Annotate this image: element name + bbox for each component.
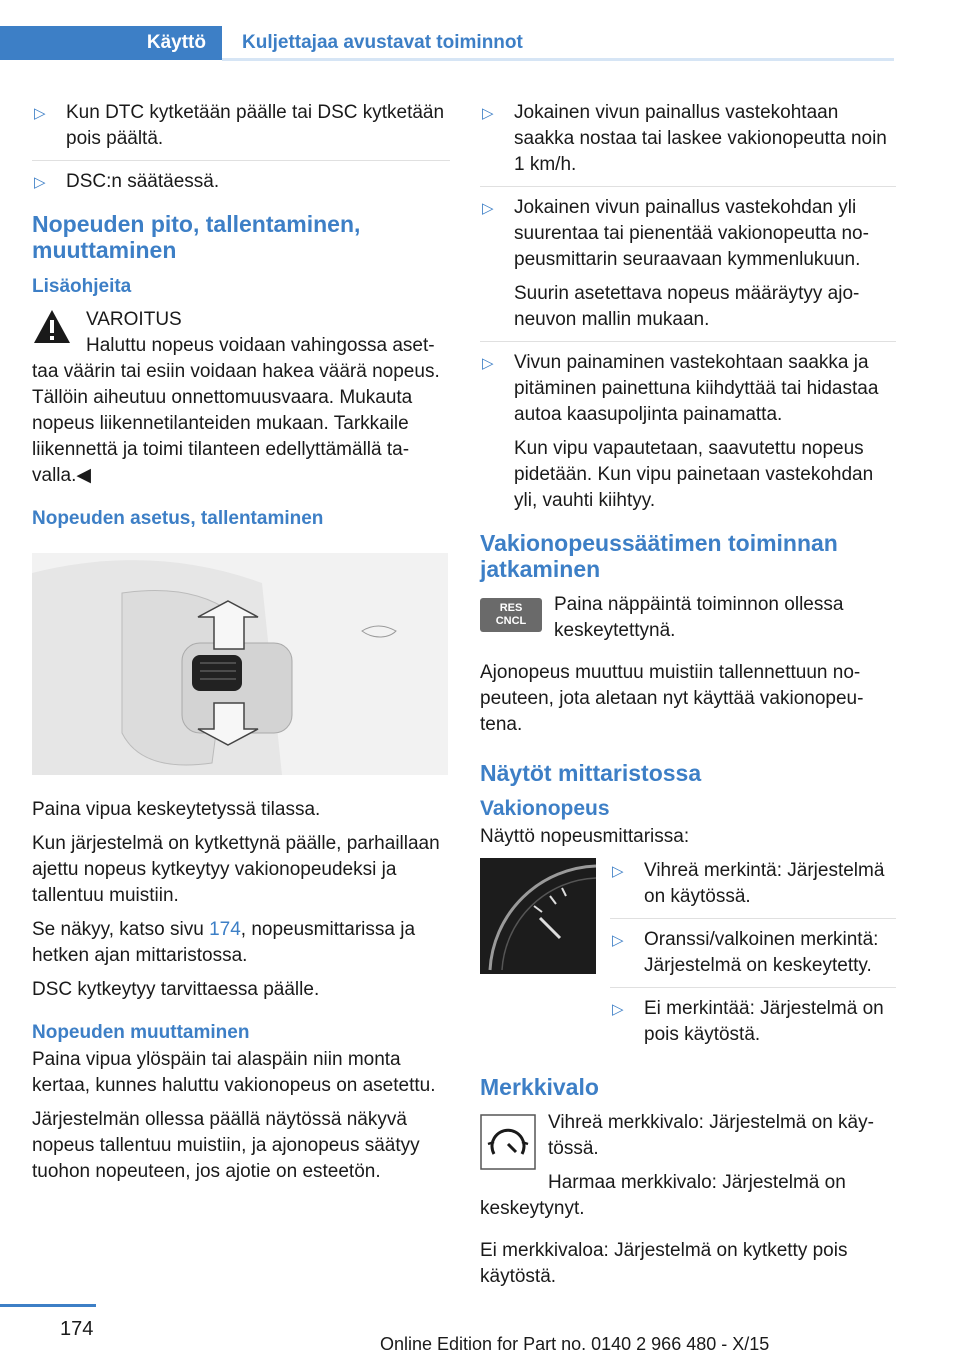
heading-jatkaminen: Vakionopeussäätimen toiminnan jatkaminen [480, 530, 838, 582]
list-item: ▷ Vihreä merkintä: Järjestelmä on käytössä. [612, 860, 885, 907]
header-chapter-title [222, 26, 894, 60]
list-item: ▷ Vivun painaminen vastekohtaan saakka ja pitäminen painettuna kiihdyttää tai hidastaa autoa kaasupoljinta painamatta. Kun vipu vapautetaan, saavutettu nopeus pidetään. Kun vipu painetaan vastekohdan yli, vauhti kiihtyy. [482, 352, 879, 511]
divider [32, 160, 450, 161]
page-ref-link[interactable]: 174 [209, 919, 241, 940]
list-item: ▷ Oranssi/valkoinen merkintä: Järjestelmä on keskeytetty. [612, 929, 879, 976]
divider [480, 341, 896, 342]
bullet-triangle-icon: ▷ [612, 932, 624, 949]
bullet-triangle-icon: ▷ [34, 105, 46, 122]
heading-naytot: Näytöt mittaristossa [480, 760, 702, 786]
footer-divider [0, 1304, 96, 1307]
list-item: ▷ Ei merkintää: Järjestelmä on pois käytöstä. [612, 998, 884, 1045]
heading-vakionopeus: Vakionopeus [480, 797, 610, 820]
heading-muuttaminen: Nopeuden muuttaminen [32, 1022, 250, 1043]
heading-merkkivalo: Merkkivalo [480, 1074, 599, 1100]
chapter-label: Kuljettajaa avustavat toiminnot [242, 32, 523, 53]
indicator-row: Vihreä merkkivalo: Järjestelmä on käytössä. Harmaa merkkivalo: Järjestelmä on keskeytynyt. [480, 1112, 874, 1219]
bullet-triangle-icon: ▷ [482, 105, 494, 122]
edition-text: Online Edition for Part no. 0140 2 966 480 - X/15 [380, 1334, 770, 1354]
bullet-triangle-icon: ▷ [482, 200, 494, 217]
res-cncl-button-icon: RES CNCL [480, 598, 542, 632]
paragraph: Järjestelmän ollessa päällä näytössä näkyvä nopeus tallentuu muistiin, ja ajonopeus säätyy tuohon nopeuteen, jos ajotie on esteetön. [32, 1109, 420, 1182]
res-cncl-row: RES CNCL Paina näppäintä toiminnon ollessa keskeytettynä. [480, 592, 896, 652]
bullet-triangle-icon: ▷ [612, 1001, 624, 1018]
divider [610, 987, 896, 988]
bullet-triangle-icon: ▷ [34, 174, 46, 191]
warning-title: VAROITUS [86, 309, 182, 330]
paragraph: Paina vipua keskeytetyssä tilassa. [32, 799, 321, 820]
list-item: ▷ DSC:n säätäessä. [32, 169, 450, 195]
left-column [32, 100, 450, 1193]
warning-block [32, 307, 450, 489]
warning-text: Haluttu nopeus voidaan vahingossa asettaa väärin tai esiin voidaan hakea väärä nopeus. Tällöin aiheutuu onnettomuusvaara. Mukauta nopeus liikennetilanteiden mukaan. Tarkkaile liikennettä ja toimi tilanteen edellyttämällä tavalla.◀ [32, 335, 440, 486]
divider [610, 918, 896, 919]
warning-triangle-icon [32, 307, 72, 347]
header-section-tab [0, 26, 222, 60]
list-item: ▷ Kun DTC kytketään päälle tai DSC kytketään pois päältä. [34, 102, 445, 149]
heading-lisaohjeita: Lisäohjeita [32, 276, 132, 297]
paragraph: Kun järjestelmä on kytkettynä päälle, parhaillaan ajettu nopeus kytkeytyy vakionopeudeksi ja tallentuu muistiin. [32, 833, 440, 906]
paragraph-with-page-ref: Se näkyy, katso sivu 174, nopeusmittarissa ja hetken ajan mittaristossa. [32, 919, 416, 966]
list-item: ▷ Jokainen vivun painallus vastekohtaan saakka nostaa tai laskee vakionopeutta noin 1 km/h. [482, 102, 887, 175]
page-number: 174 [60, 1318, 94, 1340]
paragraph: Näyttö nopeusmittarissa: [480, 826, 690, 847]
paragraph: Paina vipua ylöspäin tai alaspäin niin monta kertaa, kunnes haluttu vakionopeus on asetettu. [32, 1049, 436, 1096]
divider [480, 186, 896, 187]
bullet-triangle-icon: ▷ [482, 355, 494, 372]
heading-nopeuden-pito: Nopeuden pito, tallentaminen, muuttaminen [32, 211, 361, 263]
bullet-triangle-icon: ▷ [612, 863, 624, 880]
speedometer-marker-image [480, 858, 596, 974]
steering-wheel-lever-image [32, 553, 448, 775]
cruise-control-indicator-icon [480, 1114, 536, 1170]
header-divider [222, 58, 894, 61]
gauge-section [480, 858, 896, 1056]
right-column [480, 100, 896, 1298]
heading-asetus: Nopeuden asetus, tallentaminen [32, 508, 324, 529]
paragraph: Ajonopeus muuttuu muistiin tallennettuun nopeuteen, jota aletaan nyt käyttää vakionopeutena. [480, 662, 864, 735]
list-item: ▷ Jokainen vivun painallus vastekohdan yli suurentaa tai pienentää vakionopeutta nopeusmittarin seuraavaan kymmenlukuun. Suurin asetettava nopeus määräytyy ajoneuvon mallin mukaan. [482, 197, 869, 330]
paragraph: Ei merkkivaloa: Järjestelmä on kytketty pois käytöstä. [480, 1240, 848, 1287]
paragraph: DSC kytkeytyy tarvittaessa päälle. [32, 979, 320, 1000]
section-label: Käyttö [146, 32, 206, 53]
